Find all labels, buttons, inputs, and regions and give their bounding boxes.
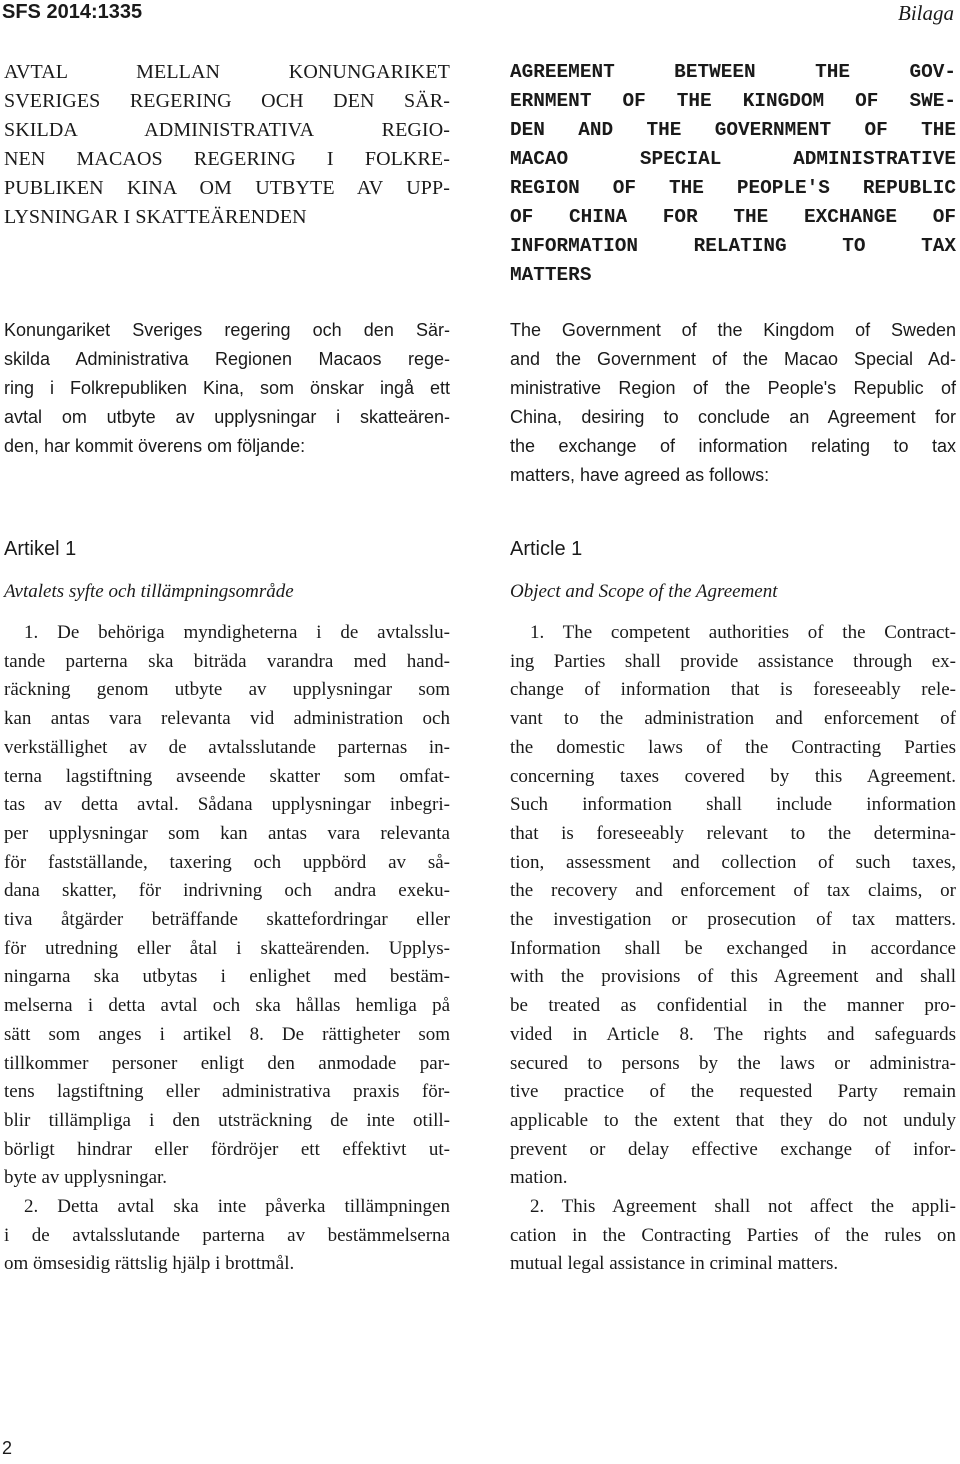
- text-line: that is foreseeably relevant to the determina-: [510, 822, 956, 844]
- text-line: tillkommer personer enligt den anmodade par-: [4, 1052, 450, 1074]
- swedish-article-heading: Artikel 1: [4, 538, 77, 560]
- text-line: ring i Folkrepubliken Kina, som önskar ingå ett: [4, 378, 450, 398]
- english-paragraph-1: [510, 619, 956, 1193]
- text-line: i de avtalsslutande parterna av bestämmelserna: [4, 1224, 450, 1246]
- text-line: blir tillämpliga i den utsträckning de inte otill-: [4, 1109, 450, 1131]
- text-line: verkställighet av de avtalsslutande parternas in-: [4, 736, 450, 758]
- text-line: Information shall be exchanged in accordance: [510, 937, 956, 959]
- text-line: MACAO SPECIAL ADMINISTRATIVE: [510, 148, 956, 170]
- text-line: 2. Detta avtal ska inte påverka tillämpningen: [24, 1196, 450, 1217]
- text-line: Such information shall include information: [510, 794, 956, 816]
- text-line: REGION OF THE PEOPLE'S REPUBLIC: [510, 177, 956, 199]
- text-line: ningarna ska utbytas i enlighet med bestäm-: [4, 966, 450, 988]
- text-line: 2. This Agreement shall not affect the appli-: [530, 1196, 956, 1217]
- text-line: NEN MACAOS REGERING I FOLKRE-: [4, 148, 450, 170]
- text-line: cation in the Contracting Parties of the rules on: [510, 1224, 956, 1246]
- text-line: dana skatter, för indrivning och andra exeku-: [4, 880, 450, 902]
- text-line: prevent or delay effective exchange of infor-: [510, 1138, 956, 1160]
- text-line: den, har kommit överens om följande:: [4, 436, 306, 456]
- text-line: 1. The competent authorities of the Contract-: [530, 622, 956, 643]
- text-line: för utredning eller åtal i skatteärenden. Upplys-: [4, 937, 450, 959]
- text-line: skilda Administrativa Regionen Macaos rege-: [4, 349, 450, 369]
- english-preamble: [510, 316, 956, 490]
- english-title: [510, 58, 956, 290]
- english-paragraph-2: [510, 1193, 956, 1279]
- swedish-article-subheading: Avtalets syfte och tillämpningsområde: [4, 581, 294, 602]
- text-line: SVERIGES REGERING OCH DEN SÄR-: [4, 90, 450, 112]
- text-line: per upplysningar som kan antas vara relevanta: [4, 822, 450, 844]
- text-line: with the provisions of this Agreement and shall: [510, 966, 956, 988]
- text-line: terna lagstiftning avseende skatter som omfat-: [4, 765, 450, 787]
- text-line: kan antas vara relevanta vid administration och: [4, 708, 450, 730]
- text-line: matters, have agreed as follows:: [510, 465, 770, 485]
- text-line: AVTAL MELLAN KONUNGARIKET: [4, 61, 450, 83]
- text-line: MATTERS: [510, 264, 592, 286]
- text-line: börligt hindrar eller fördröjer ett effektivt ut-: [4, 1138, 450, 1160]
- text-line: ERNMENT OF THE KINGDOM OF SWE-: [510, 90, 956, 112]
- swedish-preamble: [4, 316, 450, 461]
- text-line: PUBLIKEN KINA OM UTBYTE AV UPP-: [4, 177, 450, 199]
- swedish-paragraph-2: [4, 1193, 450, 1279]
- text-line: räckning genom utbyte av upplysningar som: [4, 679, 450, 701]
- text-line: om ömsesidig rättslig hjälp i brottmål.: [4, 1253, 295, 1275]
- text-line: sätt som anges i artikel 8. De rättigheter som: [4, 1023, 450, 1045]
- text-line: tion, assessment and collection of such taxes,: [510, 851, 956, 873]
- text-line: Konungariket Sveriges regering och den Sär-: [4, 320, 450, 340]
- text-line: INFORMATION RELATING TO TAX: [510, 235, 956, 257]
- text-line: change of information that is foreseeably rele-: [510, 679, 956, 701]
- text-line: concerning taxes covered by this Agreement.: [510, 765, 956, 787]
- text-line: DEN AND THE GOVERNMENT OF THE: [510, 119, 956, 141]
- english-article-subheading: Object and Scope of the Agreement: [510, 581, 778, 602]
- text-line: för fastställande, taxering och uppbörd av så-: [4, 851, 450, 873]
- text-line: AGREEMENT BETWEEN THE GOV-: [510, 61, 956, 83]
- text-line: be treated as confidential in the manner pro-: [510, 995, 956, 1017]
- text-line: tande parterna ska biträda varandra med hand-: [4, 650, 450, 672]
- text-line: the recovery and enforcement of tax claims, or: [510, 880, 956, 902]
- text-line: ing Parties shall provide assistance through ex-: [510, 650, 956, 672]
- text-line: the exchange of information relating to tax: [510, 436, 956, 456]
- text-line: applicable to the extent that they do not unduly: [510, 1109, 956, 1131]
- text-line: China, desiring to conclude an Agreement for: [510, 407, 956, 427]
- text-line: OF CHINA FOR THE EXCHANGE OF: [510, 206, 956, 228]
- text-line: LYSNINGAR I SKATTEÄRENDEN: [4, 206, 307, 228]
- text-line: The Government of the Kingdom of Sweden: [510, 320, 956, 340]
- text-line: ministrative Region of the People's Republic of: [510, 378, 956, 398]
- text-line: and the Government of the Macao Special Ad-: [510, 349, 956, 369]
- text-line: vant to the administration and enforcement of: [510, 708, 956, 730]
- swedish-title: [4, 58, 450, 232]
- text-line: mutual legal assistance in criminal matters.: [510, 1253, 839, 1275]
- text-line: byte av upplysningar.: [4, 1167, 168, 1189]
- text-line: 1. De behöriga myndigheterna i de avtalsslu-: [24, 622, 450, 643]
- sfs-number: SFS 2014:1335: [2, 1, 143, 23]
- english-article-heading: Article 1: [510, 538, 583, 560]
- text-line: avtal om utbyte av upplysningar i skatteären-: [4, 407, 450, 427]
- text-line: mation.: [510, 1167, 568, 1189]
- text-line: melserna i detta avtal och ska hållas hemliga på: [4, 995, 450, 1017]
- text-line: secured to persons by the laws or administra-: [510, 1052, 956, 1074]
- bilaga-label: Bilaga: [898, 1, 954, 25]
- text-line: tens lagstiftning eller administrativa praxis för-: [4, 1081, 450, 1103]
- swedish-paragraph-1: [4, 619, 450, 1193]
- text-line: tiva åtgärder beträffande skattefordringar eller: [4, 909, 450, 931]
- text-line: tive practice of the requested Party remain: [510, 1081, 956, 1103]
- text-line: SKILDA ADMINISTRATIVA REGIO-: [4, 119, 450, 141]
- text-line: vided in Article 8. The rights and safeguards: [510, 1023, 956, 1045]
- page-number: 2: [2, 1438, 13, 1458]
- text-line: tas av detta avtal. Sådana upplysningar inbegri-: [4, 794, 450, 816]
- text-line: the investigation or prosecution of tax matters.: [510, 909, 956, 931]
- text-line: the domestic laws of the Contracting Parties: [510, 736, 956, 758]
